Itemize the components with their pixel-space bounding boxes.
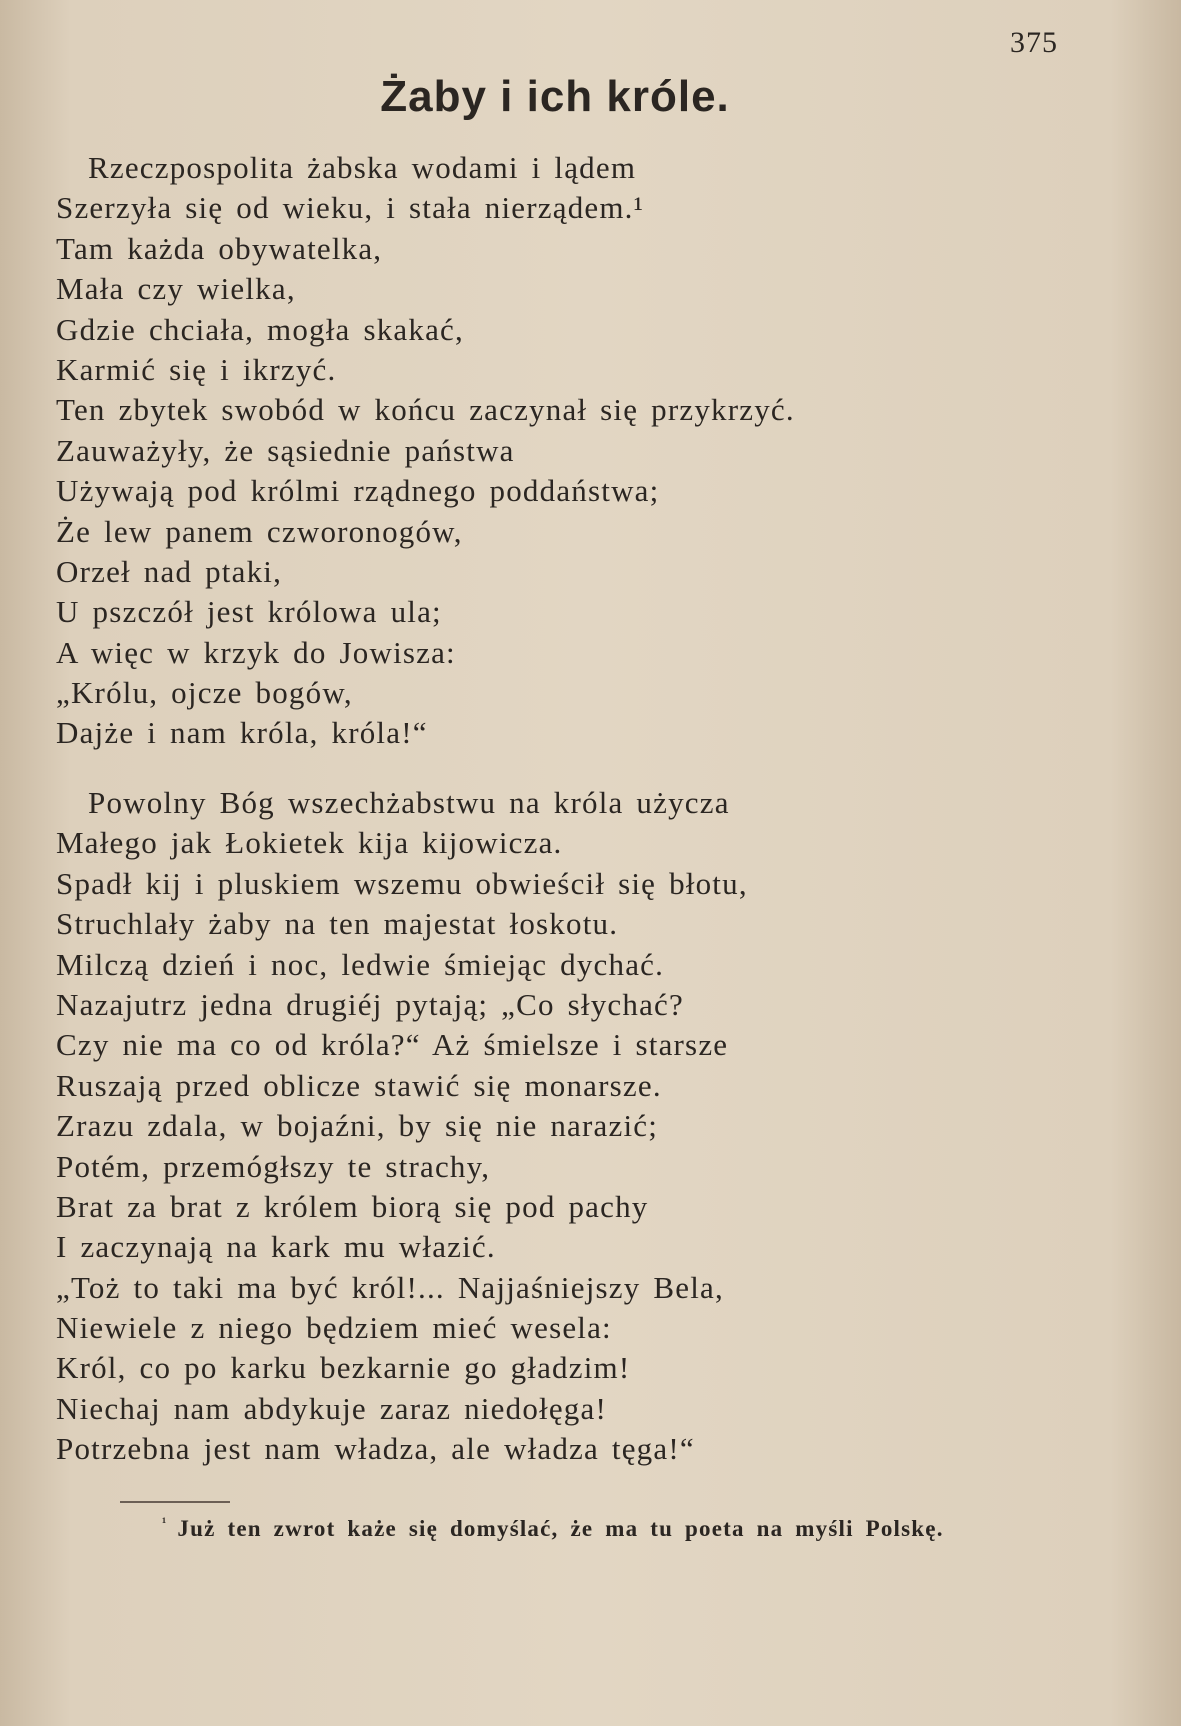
verse-line: Czy nie ma co od króla?“ Aż śmielsze i starsze (56, 1027, 729, 1063)
verse-line: Orzeł nad ptaki, (56, 553, 283, 589)
page-number: 375 (1010, 26, 1058, 59)
verse-line: Spadł kij i pluskiem wszemu obwieścił się błotu, (56, 865, 748, 901)
verse-line: Gdzie chciała, mogła skakać, (56, 311, 464, 347)
verse-line: Struchlały żaby na ten majestat łoskotu. (56, 906, 619, 942)
verse-line: U pszczół jest królowa ula; (56, 594, 442, 630)
verse-line: Niewiele z niego będziem mieć wesela: (56, 1310, 612, 1346)
footnote-divider (120, 1501, 230, 1503)
verse-line: Karmić się i ikrzyć. (56, 351, 337, 387)
verse-line: Potrzebna jest nam władza, ale władza tęga!“ (56, 1431, 695, 1467)
verse-line: Nazajutrz jedna drugiéj pytają; „Co słychać? (56, 986, 684, 1022)
stanza-2 (56, 783, 748, 1470)
verse-line: Niechaj nam abdykuje zaraz niedołęga! (56, 1390, 607, 1426)
footnote-text: Już ten zwrot każe się domyślać, że ma tu poeta na myśli Polskę. (177, 1516, 944, 1541)
verse-line: Brat za brat z królem biorą się pod pachy (56, 1188, 649, 1224)
verse-line: Powolny Bóg wszechżabstwu na króla użycza (88, 785, 730, 820)
verse-line: „Królu, ojcze bogów, (56, 675, 353, 711)
verse-line: Mała czy wielka, (56, 271, 296, 307)
verse-line: Rzeczpospolita żabska wodami i lądem (88, 150, 637, 185)
verse-line: „Toż to taki ma być król!... Najjaśniejszy Bela, (56, 1269, 724, 1305)
verse-line: Milczą dzień i noc, ledwie śmiejąc dychać. (56, 946, 665, 982)
verse-line: I zaczynają na kark mu włazić. (56, 1229, 496, 1265)
verse-line: Zauważyły, że sąsiednie państwa (56, 432, 515, 468)
verse-line: Król, co po karku bezkarnie go gładzim! (56, 1350, 631, 1386)
verse-line: Ruszają przed oblicze stawić się monarsze. (56, 1067, 662, 1103)
stanza-1 (56, 148, 795, 754)
footnote (162, 1516, 944, 1542)
verse-line: Dajże i nam króla, króla!“ (56, 715, 428, 751)
verse-line: Szerzyła się od wieku, i stała nierządem.¹ (56, 190, 645, 226)
verse-line: A więc w krzyk do Jowisza: (56, 634, 456, 670)
footnote-marker: ¹ (162, 1516, 168, 1532)
verse-line: Używają pod królmi rządnego poddaństwa; (56, 473, 660, 509)
verse-line: Zrazu zdala, w bojaźni, by się nie narazić; (56, 1108, 659, 1144)
poem-title: Żaby i ich króle. (380, 72, 730, 121)
verse-line: Ten zbytek swobód w końcu zaczynał się przykrzyć. (56, 392, 795, 428)
verse-line: Tam każda obywatelka, (56, 230, 383, 266)
verse-line: Że lew panem czworonogów, (56, 513, 463, 549)
verse-line: Potém, przemógłszy te strachy, (56, 1148, 491, 1184)
verse-line: Małego jak Łokietek kija kijowicza. (56, 825, 563, 861)
